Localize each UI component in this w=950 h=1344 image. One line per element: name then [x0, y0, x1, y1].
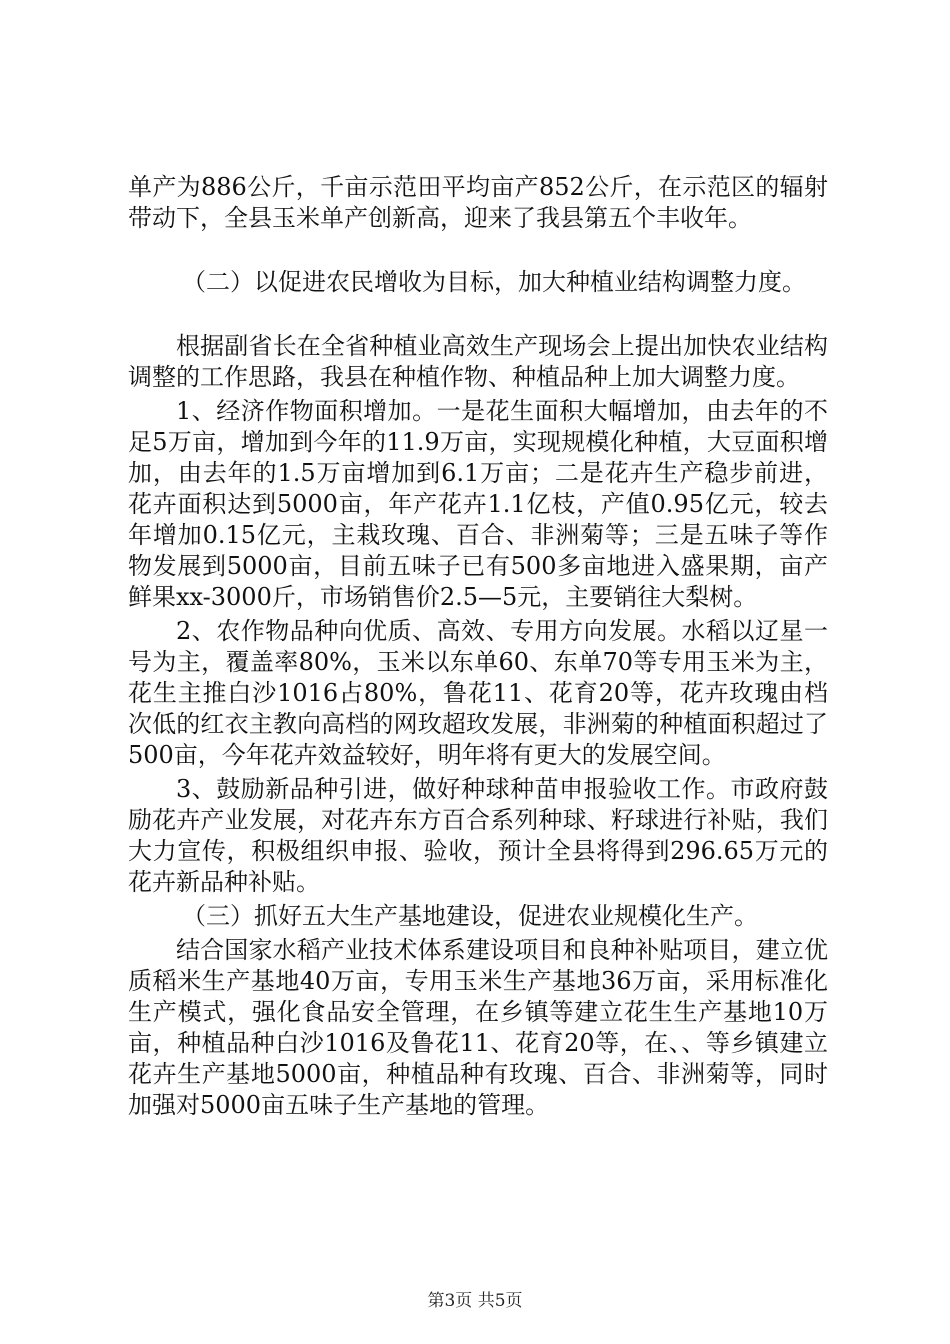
paragraph-item-2: 2、农作物品种向优质、高效、专用方向发展。水稻以辽星一号为主，覆盖率80%，玉米以东单60、东单70等专用玉米为主，花生主推白沙1016占80%，鲁花11、花育20等，花卉玫瑰由档次低的红衣主教向高档的网玫超玫发展，非洲菊的种植面积超过了500亩，今年花卉效益较好，明年将有更大的发展空间。: [128, 617, 828, 769]
paragraph-production-bases: 结合国家水稻产业技术体系建设项目和良种补贴项目，建立优质稻米生产基地40万亩，专用玉米生产基地36万亩，采用标准化生产模式，强化食品安全管理，在乡镇等建立花生生产基地10万亩，种植品种白沙1016及鲁花11、花育20等，在、、等乡镇建立花卉生产基地5000亩，种植品种有玫瑰、百合、非洲菊等，同时加强对5000亩五味子生产基地的管理。: [128, 936, 828, 1119]
section-heading-3: （三）抓好五大生产基地建设，促进农业规模化生产。: [182, 902, 758, 930]
section-heading-2: （二）以促进农民增收为目标，加大种植业结构调整力度。: [182, 268, 806, 296]
paragraph-item-1: 1、经济作物面积增加。一是花生面积大幅增加，由去年的不足5万亩，增加到今年的11.9万亩，实现规模化种植，大豆面积增加，由去年的1.5万亩增加到6.1万亩；二是花卉生产稳步前进，花卉面积达到5000亩，年产花卉1.1亿枝，产值0.95亿元，较去年增加0.15亿元，主栽玫瑰、百合、非洲菊等；三是五味子等作物发展到5000亩，目前五味子已有500多亩地进入盛果期，亩产鲜果xx-3000斤，市场销售价2.5—5元，主要销往大梨树。: [128, 397, 828, 611]
document-body: [128, 172, 828, 1121]
paragraph-item-3: 3、鼓励新品种引进，做好种球种苗申报验收工作。市政府鼓励花卉产业发展，对花卉东方百合系列种球、籽球进行补贴，我们大力宣传，积极组织申报、验收，预计全县将得到296.65万元的花卉新品种补贴。: [128, 775, 828, 896]
page-number: 第3页 共5页: [427, 1291, 523, 1311]
paragraph-yield-summary: 单产为886公斤，千亩示范田平均亩产852公斤，在示范区的辐射带动下，全县玉米单产创新高，迎来了我县第五个丰收年。: [128, 173, 828, 232]
paragraph-structure-adjustment: 根据副省长在全省种植业高效生产现场会上提出加快农业结构调整的工作思路，我县在种植作物、种植品种上加大调整力度。: [128, 332, 828, 391]
